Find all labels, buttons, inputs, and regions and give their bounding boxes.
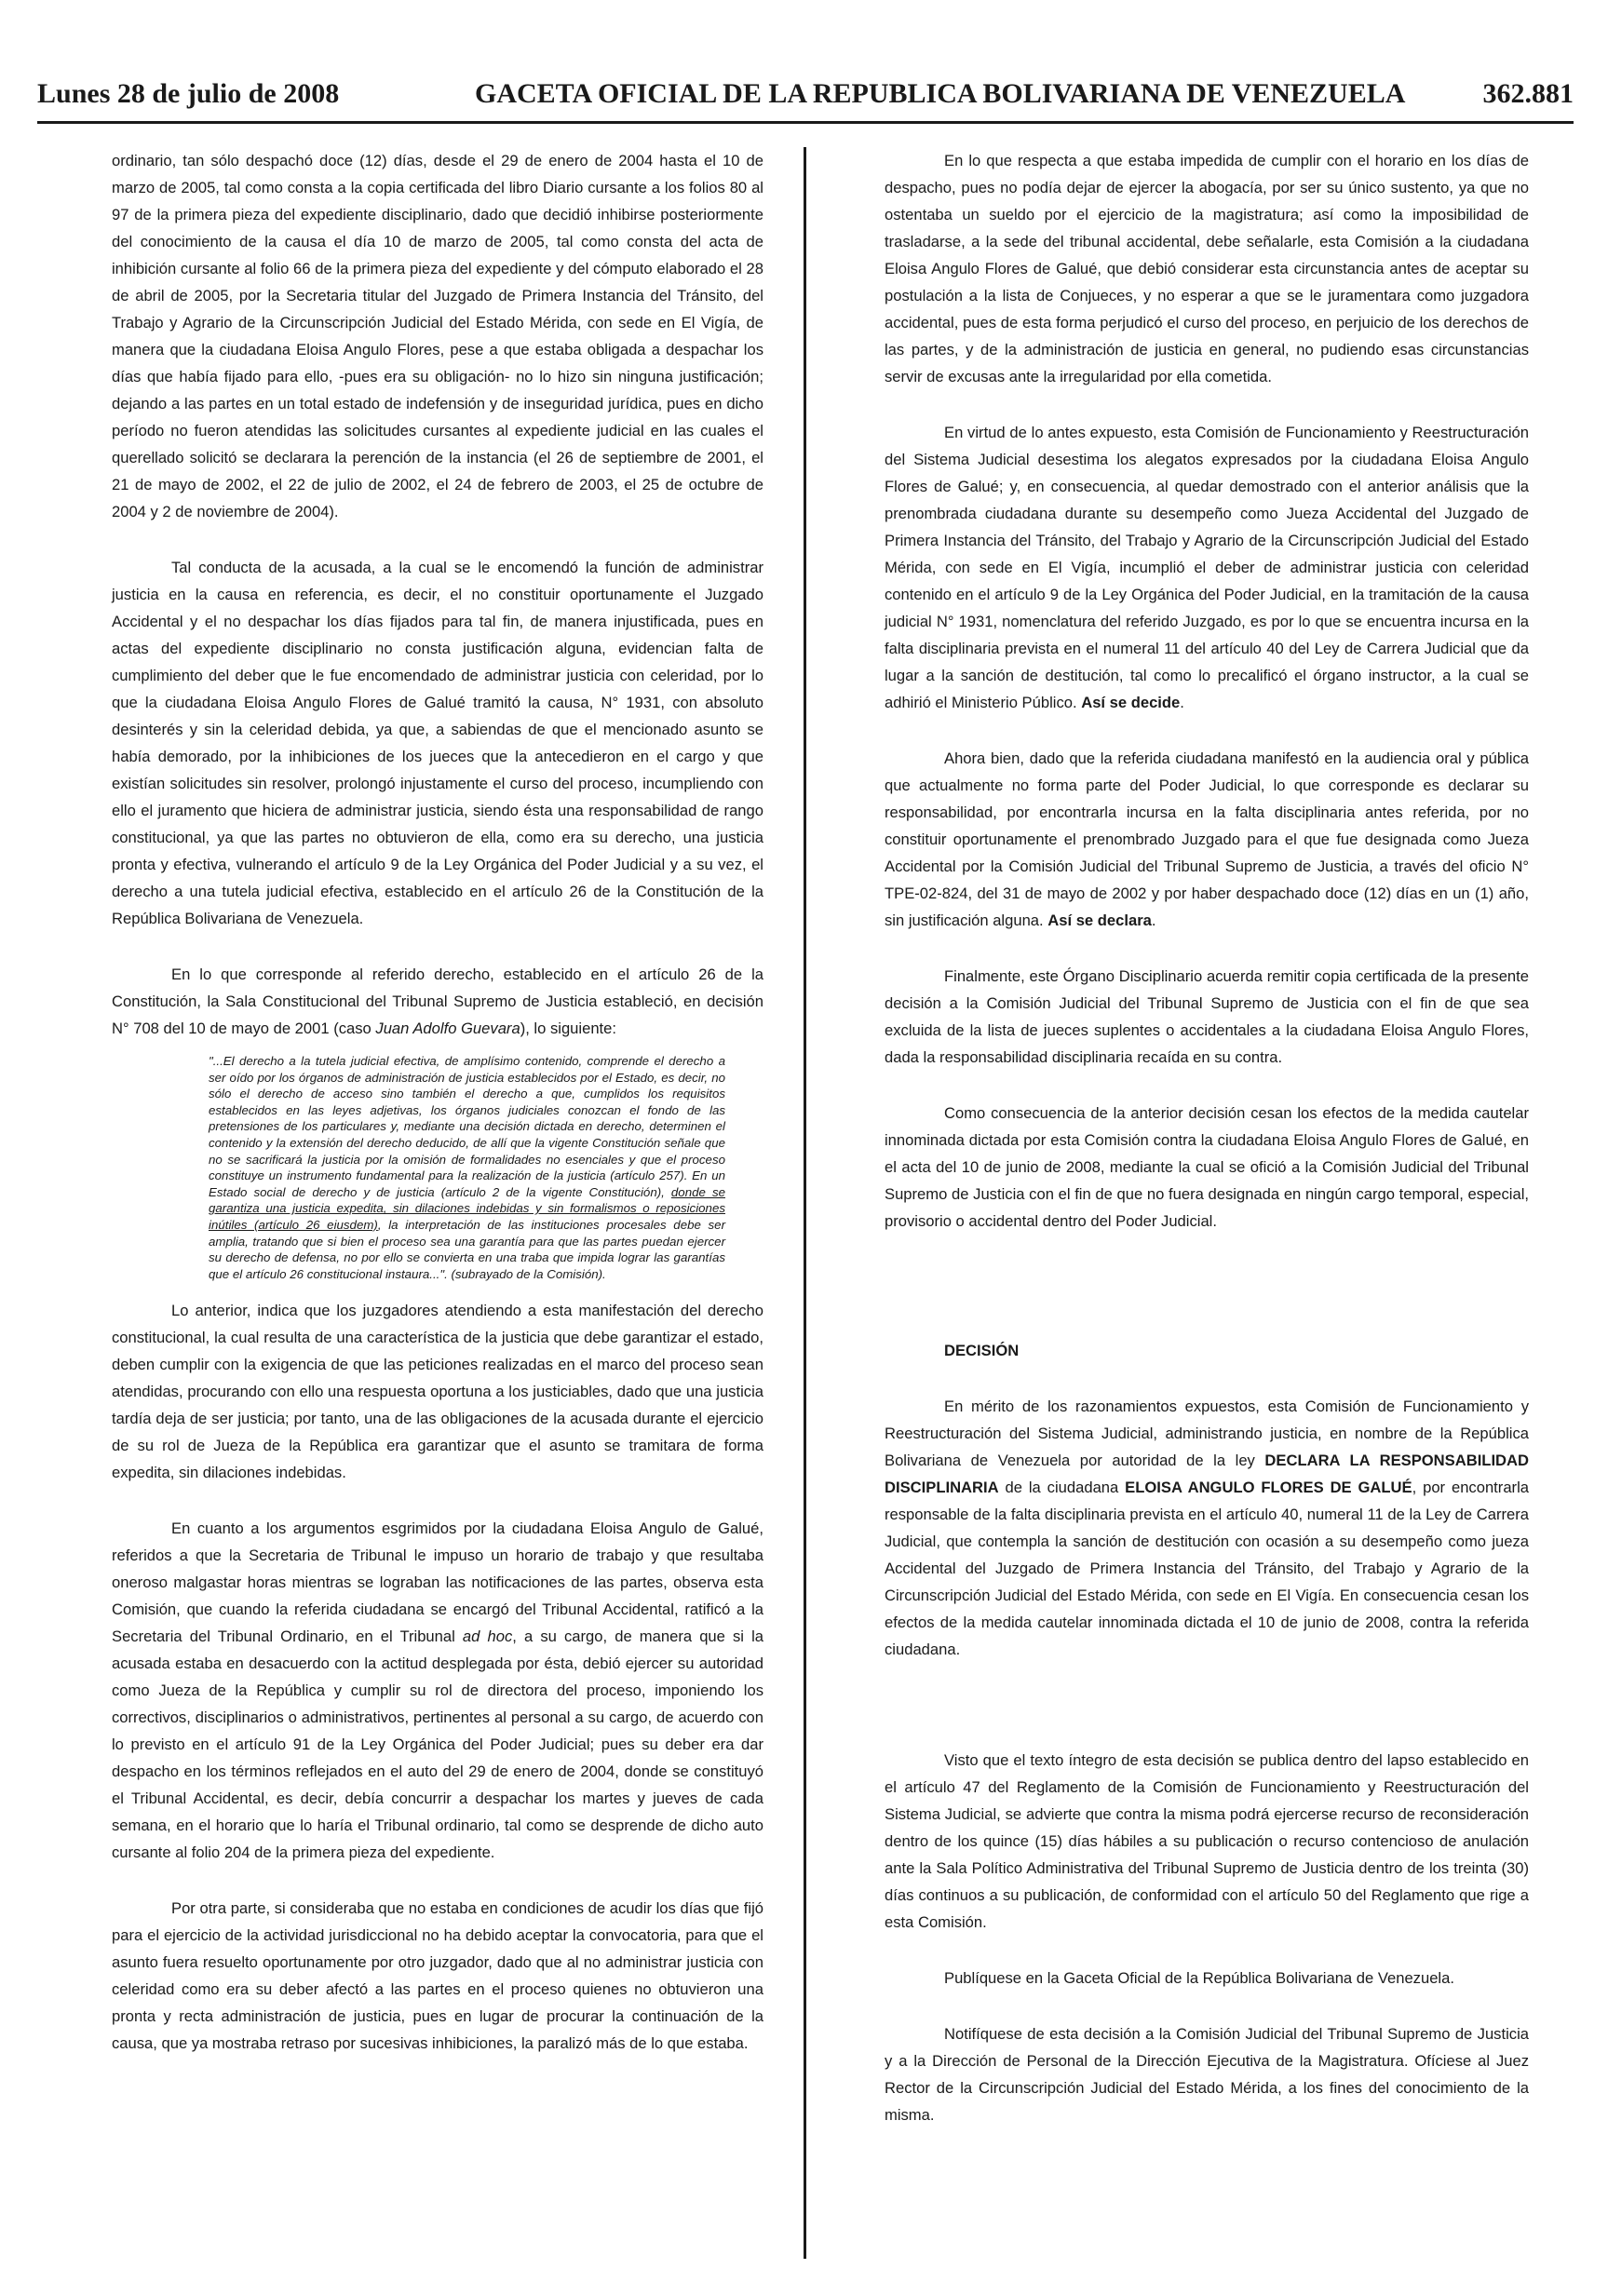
text-run: En virtud de lo antes expuesto, esta Comisión de Funcionamiento y Reestructuración del Sistema Judicial desestima los alegatos expresados por la ciudadana Eloisa Angulo Flores de Galué; y, en consecuencia, al quedar demostrado con el anterior análisis que la prenombrada ciudadana durante su desempeño como Jueza Accidental del Juzgado de Primera Instancia del Tránsito, del Trabajo y Agrario de la Circunscripción Judicial del Estado Mérida, con sede en El Vigía, incumplió el deber de administrar justicia con celeridad contenido en el artículo 9 de la Ley Orgánica del Poder Judicial, en la tramitación de la causa judicial N° 1931, nomenclatura del referido Juzgado, es por lo que se encuentra incursa en la falta disciplinaria prevista en el numeral 11 del artículo 40 del Ley de Carrera Judicial que da lugar a la sanción de destitución, tal como lo precalificó el órgano instructor, a la cual se adhirió el Ministerio Público. (885, 424, 1529, 711)
text-run: En cuanto a los argumentos esgrimidos por la ciudadana Eloisa Angulo de Galué, referidos a que la Secretaria de Tribunal le impuso un horario de trabajo y que resultaba oneroso malgastar horas mientras se lograban las notificaciones de las partes, observa esta Comisión, que cuando la referida ciudadana se encargó del Tribunal Accidental, ratificó a la Secretaria del Tribunal Ordinario, en el Tribunal (112, 1519, 763, 1646)
text-run: de la ciudadana (998, 1479, 1126, 1496)
paragraph (112, 961, 763, 1042)
paragraph: En lo que respecta a que estaba impedida de cumplir con el horario en los días de despacho, pues no podía dejar de ejercer la abogacía, por ser su único sustento, ya que no ostentaba un sueldo por el ejercicio de la magistratura; así como la imposibilidad de trasladarse, a la sede del tribunal accidental, debe señalarle, esta Comisión a la ciudadana Eloisa Angulo Flores de Galué, que debió considerar esta circunstancia antes de aceptar su postulación a la lista de Conjueces, y no esperar a que se le juramentara como juzgadora accidental, pues de esta forma perjudicó el curso del proceso, en perjuicio de los derechos de las partes, y de la administración de justicia en general, no pudiendo esas circunstancias servir de excusas ante la irregularidad por ella cometida. (885, 152, 1529, 385)
paragraph: Por otra parte, si consideraba que no estaba en condiciones de acudir los días que fijó para el ejercicio de la actividad jurisdiccional no ha debido aceptar la convocatoria, para que el asunto fuera resuelto oportunamente por otro juzgador, dado que al no administrar justicia con celeridad como era su deber afectó a las partes en el proceso quienes no obtuvieron una pronta y recta administración de justicia, pues en lugar de procurar la continuación de la causa, que ya mostraba retraso por sucesivas inhibiciones, la paralizó más de lo que estaba. (112, 1899, 763, 2053)
paragraph (885, 419, 1529, 716)
left-column (112, 147, 763, 2086)
paragraph: ordinario, tan sólo despachó doce (12) días, desde el 29 de enero de 2004 hasta el 10 de marzo de 2005, tal como consta a la copia certificada del libro Diario cursante a los folios 80 al 97 de la primera pieza del expediente disciplinario, dado que decidió inhibirse posteriormente del conocimiento de la causa el día 10 de marzo de 2005, tal como consta del acta de inhibición cursante al folio 66 de la primera pieza del expediente y del cómputo elaborado el 28 de abril de 2005, por la Secretaria titular del Juzgado de Primera Instancia del Tránsito, del Trabajo y Agrario de la Circunscripción Judicial del Estado Mérida, con sede en El Vigía, de manera que la ciudadana Eloisa Angulo Flores, pese a que estaba obligada a despachar los días que había fijado para ello, -pues era su obligación- no lo hizo sin ninguna justificación; dejando a las partes en un total estado de indefensión y de inseguridad jurídica, pues en dicho período no fueron atendidas las solicitudes cursantes al expediente judicial en las cuales el querellado solicitó se declarara la perención de la instancia (el 26 de septiembre de 2001, el 21 de mayo de 2002, el 22 de julio de 2002, el 24 de febrero de 2003, el 25 de octubre de 2004 y 2 de noviembre de 2004). (112, 152, 763, 520)
text-run: En lo que corresponde al referido derecho, establecido en el artículo 26 de la Constitución, la Sala Constitucional del Tribunal Supremo de Justicia estableció, en decisión N° 708 del 10 de mayo de 2001 (caso (112, 966, 763, 1037)
declaration-bold: DECLARA LA RESPONSABILIDAD DISCIPLINARIA (885, 1452, 1529, 1496)
paragraph (885, 1393, 1529, 1663)
paragraph: Tal conducta de la acusada, a la cual se le encomendó la función de administrar justicia en la causa en referencia, es decir, el no constituir oportunamente el Juzgado Accidental y el no despachar los días fijados para tal fin, de manera injustificada, pues en actas del expediente disciplinario no consta justificación alguna, evidencian falta de cumplimiento del deber que le fue encomendado de administrar justicia con celeridad, por lo que la ciudadana Eloisa Angulo Flores de Galué tramitó la causa, N° 1931, con absoluto desinterés y sin la celeridad debida, ya que, a sabiendas de que el mencionado asunto se había demorado, por la inhibiciones de los jueces que la antecedieron en el cargo y que existían solicitudes sin resolver, prolongó injustamente el curso del proceso, incumpliendo con ello el juramento que hiciera de administrar justicia, siendo ésta una responsabilidad de rango constitucional, ya que las partes no obtuvieron de ella, como era su derecho, una justicia pronta y efectiva, vulnerando el artículo 9 de la Ley Orgánica del Poder Judicial y a su vez, el derecho a una tutela judicial efectiva, establecido en el artículo 26 de la Constitución de la República Bolivariana de Venezuela. (112, 559, 763, 927)
ruling-phrase: Así se decide (1081, 694, 1181, 711)
paragraph: Lo anterior, indica que los juzgadores atendiendo a esta manifestación del derecho constitucional, la cual resulta de una característica de la justicia que debe garantizar el estado, deben cumplir con la exigencia de que las peticiones realizadas en el marco del proceso sean atendidas, procurando con ello una respuesta oportuna a los justiciables, dado que una justicia tardía deja de ser justicia; por tanto, una de las obligaciones de la acusada durante el ejercicio de su rol de Jueza de la República era garantizar que el asunto se tramitara de forma expedita, sin dilaciones indebidas. (112, 1302, 763, 1482)
text-run: , por encontrarla responsable de la falta disciplinaria prevista en el artículo 40, numeral 11 de la Ley de Carrera Judicial, que contempla la sanción de destitución con ocasión a su desempeño como jueza Accidental del Juzgado de Primera Instancia del Tránsito, del Trabajo y Agrario de la Circunscripción Judicial del Estado Mérida, con sede en El Vigía. En consecuencia cesan los efectos de la medida cautelar innominada dictada el 10 de junio de 2008, contra la referida ciudadana. (885, 1479, 1529, 1658)
text-run: . (1151, 912, 1156, 929)
header-publication-title: GACETA OFICIAL DE LA REPUBLICA BOLIVARIANA DE VENEZUELA (475, 78, 1406, 109)
header-date: Lunes 28 de julio de 2008 (37, 78, 340, 109)
text-run: , a su cargo, de manera que si la acusada estaba en desacuerdo con la actitud desplegada por ésta, debió ejercer su autoridad como Jueza de la República y cumplir su rol de directora del proceso, imponiendo los correctivos, disciplinarios o administrativos, pertinentes al personal a su cargo, de acuerdo con lo previsto en el artículo 91 de la Ley Orgánica del Poder Judicial; pues su deber era dar despacho en los términos reflejados en el auto del 29 de enero de 2004, donde se constituyó el Tribunal Accidental, es decir, debía concurrir a despachar los martes y jueves de cada semana, en el horario que lo haría el Tribunal ordinario, tal como se desprende de dicho auto cursante al folio 204 de la primera pieza del expediente. (112, 1627, 764, 1862)
case-name: Juan Adolfo Guevara (375, 1020, 520, 1037)
text-run: En mérito de los razonamientos expuestos, esta Comisión de Funcionamiento y Reestructuración del Sistema Judicial, administrando justicia, en nombre de la República Bolivariana de Venezuela por autoridad de la ley (885, 1398, 1529, 1469)
header-page-number: 362.881 (1482, 78, 1574, 109)
latin-term: ad hoc (462, 1627, 513, 1646)
paragraph: Publíquese en la Gaceta Oficial de la República Bolivariana de Venezuela. (944, 1969, 1454, 1987)
quote-text: , la interpretación de las instituciones procesales debe ser amplia, tratando que si bien el proceso sea una garantía para que las partes puedan ejercer su derecho de defensa, no por ello se convierta en una traba que impida lograr las garantías que el artículo 26 constitucional instaura...". (subrayado de la Comisión). (209, 1217, 725, 1281)
text-run: Ahora bien, dado que la referida ciudadana manifestó en la audiencia oral y pública que actualmente no forma parte del Poder Judicial, lo que corresponde es declarar su responsabilidad, por encontrarla incursa en la falta disciplinaria antes referida, por no constituir oportunamente el prenombrado Juzgado para el que fue designada como Jueza Accidental por la Comisión Judicial del Tribunal Supremo de Justicia, a través del oficio N° TPE-02-824, del 31 de mayo de 2002 y por haber despachado doce (12) días en un (1) año, sin justificación alguna. (885, 750, 1529, 929)
quote-text: "...El derecho a la tutela judicial efectiva, de amplísimo contenido, comprende el derecho a ser oído por los órganos de administración de justicia establecidos por el Estado, es decir, no sólo el derecho de acceso sino también el derecho a que, cumplidos los requisitos establecidos en las leyes adjetivas, los órganos judiciales conozcan el fondo de las pretensiones de los particulares y, mediante una decisión dictada en derecho, determinen el contenido y la extensión del derecho deducido, de allí que la vigente Constitución señale que no se sacrificará la justicia por la omisión de formalidades no esenciales y que el proceso constituye un instrumento fundamental para la realización de la justicia (artículo 257). En un Estado social de derecho y de justicia (artículo 2 de la vigente Constitución), (209, 1054, 725, 1199)
paragraph (112, 1515, 763, 1866)
paragraph (885, 745, 1529, 934)
quote-underlined-text: donde se garantiza una justicia expedita, sin dilaciones indebidas y sin formalismos o reposiciones inútiles (artículo 26 eiusdem) (209, 1184, 725, 1232)
right-column (885, 147, 1529, 2157)
column-divider (804, 147, 806, 2259)
paragraph: Visto que el texto íntegro de esta decisión se publica dentro del lapso establecido en el artículo 47 del Reglamento de la Comisión de Funcionamiento y Reestructuración del Sistema Judicial, se advierte que contra la misma podrá ejercerse recurso de reconsideración dentro de los quince (15) días hábiles a su publicación o recurso contencioso de anulación ante la Sala Político Administrativa del Tribunal Supremo de Justicia dentro de los treinta (30) días continuos a su publicación, de conformidad con el artículo 50 del Reglamento que rige a esta Comisión. (885, 1751, 1529, 1931)
text-run: ), lo siguiente: (520, 1020, 616, 1037)
paragraph: Notifíquese de esta decisión a la Comisión Judicial del Tribunal Supremo de Justicia y a la Dirección de Personal de la Dirección Ejecutiva de la Magistratura. Ofíciese al Juez Rector de la Circunscripción Judicial del Estado Mérida, a los fines del conocimiento de la misma. (885, 2025, 1529, 2124)
party-name: ELOISA ANGULO FLORES DE GALUÉ (1125, 1479, 1412, 1496)
ruling-phrase: Así se declara (1047, 912, 1152, 929)
paragraph: Como consecuencia de la anterior decisión cesan los efectos de la medida cautelar innominada dictada por esta Comisión contra la ciudadana Eloisa Angulo Flores de Galué, en el acta del 10 de junio de 2008, mediante la cual se ofició a la Comisión Judicial del Tribunal Supremo de Justicia con el fin de que no fuera designada en ningún cargo temporal, especial, provisorio o accidental dentro del Poder Judicial. (885, 1104, 1529, 1230)
text-run: . (1180, 694, 1184, 711)
jurisprudence-quote (209, 1053, 725, 1282)
decision-heading: DECISIÓN (944, 1342, 1020, 1359)
paragraph: Finalmente, este Órgano Disciplinario acuerda remitir copia certificada de la presente decisión a la Comisión Judicial del Tribunal Supremo de Justicia con el fin de que sea excluida de la lista de jueces suplentes o accidentales a la ciudadana Eloisa Angulo Flores, dada la responsabilidad disciplinaria recaída en su contra. (885, 967, 1529, 1066)
header-rule (37, 121, 1574, 124)
page-header (37, 78, 1574, 119)
